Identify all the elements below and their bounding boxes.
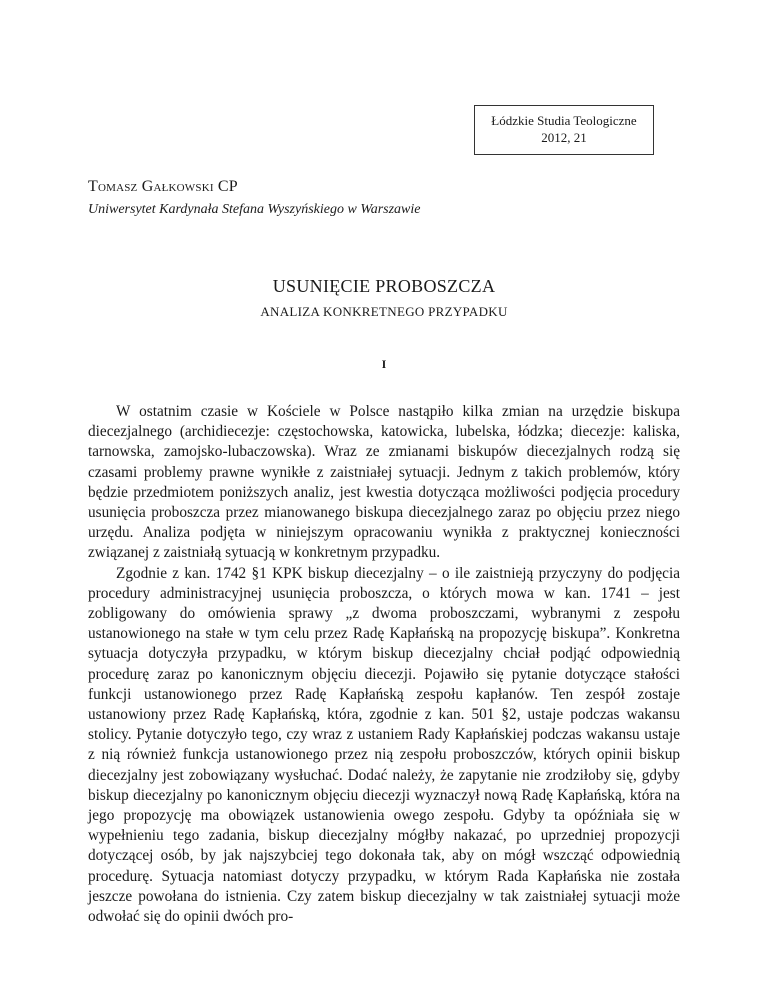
article-subtitle: ANALIZA KONKRETNEGO PRZYPADKU — [260, 304, 508, 319]
paragraph: W ostatnim czasie w Kościele w Polsce nastąpiło kilka zmian na urzędzie biskupa diecezjalnego (archidiecezje: częstochowska, katowicka, lubelska, łódzka; diecezje: kaliska, tarnowska, zamojsko-lubaczowska). Wraz ze zmianami biskupów diecezjalnych rodzą się czasami problemy prawne wynikłe z zaistniałej sytuacji. Jednym z takich problemów, który będzie przedmiotem poniższych analiz, jest kwestia dotycząca możliwości podjęcia procedury usunięcia proboszcza przez mianowanego biskupa diecezjalnego zaraz po objęciu przez niego urzędu. Analiza podjęta w niniejszym opracowaniu wynikła z praktycznej konieczności związanej z zaistniałą sytuacją w konkretnym przypadku. — [88, 403, 680, 562]
journal-volume: 2012, 21 — [541, 130, 587, 145]
author-suffix: CP — [217, 178, 238, 195]
paragraph: Zgodnie z kan. 1742 §1 KPK biskup diecezjalny – o ile zaistnieją przyczyny do podjęcia procedury administracyjnej usunięcia proboszcza, o których mowa w kan. 1741 – jest zobligowany do omówienia sprawy „z dwoma proboszczami, wybranymi z zespołu ustanowionego na stałe w tym celu przez Radę Kapłańską na propozycję biskupa”. Konkretna sytuacja dotyczyła przypadku, w którym biskup diecezjalny chciał podjąć odpowiednią procedurę zaraz po kanonicznym objęciu diecezji. Pojawiło się pytanie dotyczące stałości funkcji ustanowionego przez Radę Kapłańską zespołu kapłanów. Ten zespół zostaje ustanowiony przez Radę Kapłańską, która, zgodnie z kan. 501 §2, ustaje podczas wakansu stolicy. Pytanie dotyczyło tego, czy wraz z ustaniem Rady Kapłańskiej podczas wakansu ustaje z nią również funkcja ustanowionego przez nią zespołu proboszczów, których opinii biskup diecezjalny jest zobowiązany wysłuchać. Dodać należy, że zapytanie nie zrodziłoby się, gdyby biskup diecezjalny po kanonicznym objęciu diecezji wyznaczył nową Radę Kapłańską, która na jego propozycję ma obowiązek ustanowienia owego zespołu. Gdyby ta opóźniała się w wypełnieniu tego zadania, biskup diecezjalny mógłby nakazać, po uprzedniej propozycji dotyczącej osób, by jak najszybciej tego dokonała tak, aby on mógł wszcząć odpowiednią procedurę. Sytuacja natomiast dotyczy przypadku, w którym Rada Kapłańska nie została jeszcze powołana do istnienia. Czy zatem biskup diecezjalny w tak zaistniałej sytuacji może odwołać się do opinii dwóch pro- — [88, 564, 680, 926]
journal-info-box — [474, 105, 654, 155]
author-affiliation: Uniwersytet Kardynała Stefana Wyszyńskiego w Warszawie — [88, 202, 421, 217]
author-first-name: Tomasz — [88, 178, 138, 195]
article-body — [88, 402, 680, 927]
journal-name: Łódzkie Studia Teologiczne — [491, 113, 637, 128]
section-number: I — [381, 357, 387, 371]
article-title: USUNIĘCIE PROBOSZCZA — [272, 276, 496, 296]
author-last-name: Gałkowski — [141, 178, 214, 195]
author-name — [88, 178, 238, 196]
